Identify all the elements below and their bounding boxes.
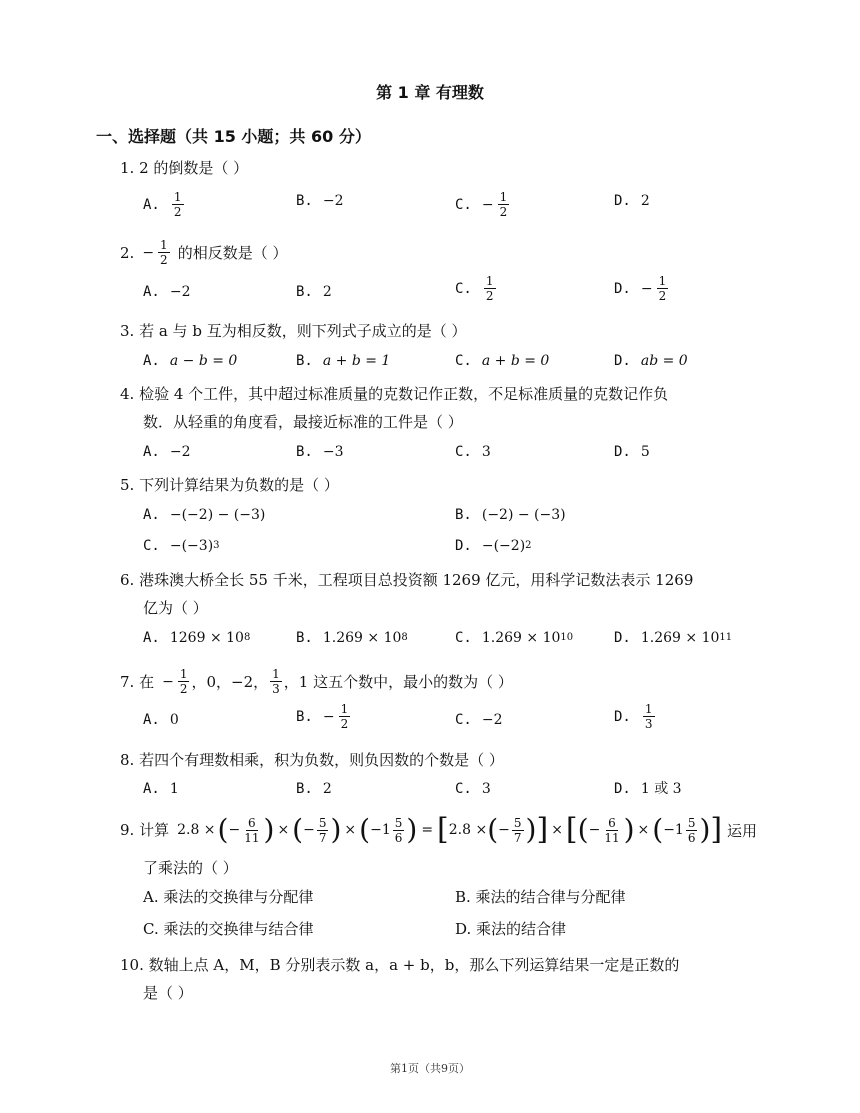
option-label: A. <box>143 284 160 300</box>
fraction: $\frac{5}{6}$ <box>687 815 696 845</box>
option-label: B. <box>455 507 472 523</box>
option-value: 2 <box>322 781 332 797</box>
question-text: ，0，−2， <box>191 672 269 691</box>
question-9-line2: 了乘法的（ ） <box>143 859 238 877</box>
option-value: 1.269 × 10 <box>640 630 720 646</box>
option-value: 1 或 3 <box>640 781 682 797</box>
option-value: a + b = 0 <box>481 353 550 369</box>
q9-option-b[interactable]: B. 乘法的结合律与分配律 <box>455 888 626 906</box>
option-value: a + b = 1 <box>322 353 391 369</box>
q5-option-c[interactable] <box>143 535 220 557</box>
option-value: (−2) − (−3) <box>481 507 566 523</box>
q6-option-c[interactable] <box>455 627 573 649</box>
q7-option-a[interactable] <box>143 709 179 731</box>
question-4-line1: 4. 检验 4 个工件，其中超过标准质量的克数记作正数，不足标准质量的克数记作负 <box>120 385 669 403</box>
q8-option-b[interactable] <box>296 778 332 800</box>
q4-option-d[interactable] <box>614 441 650 463</box>
option-label: A. <box>143 712 160 728</box>
option-value: −2 <box>169 284 191 300</box>
option-value: −(−3) <box>169 538 214 554</box>
question-6-line2: 亿为（ ） <box>143 599 208 617</box>
fraction: $\frac{1}{2}$ <box>658 274 667 303</box>
q3-option-d[interactable] <box>614 350 688 372</box>
option-value: 0 <box>169 712 179 728</box>
option-label: D. <box>614 708 631 725</box>
option-value: −(−2) <box>481 538 526 554</box>
q7-option-d[interactable] <box>614 702 657 731</box>
option-label: B. <box>296 193 313 209</box>
option-label: D. <box>455 538 472 554</box>
option-value: −2 <box>481 712 503 728</box>
option-value: 3 <box>481 781 491 797</box>
q3-option-c[interactable] <box>455 350 549 372</box>
minus-sign: − <box>481 196 494 213</box>
q6-option-a[interactable] <box>143 627 250 649</box>
q8-option-d[interactable] <box>614 778 682 800</box>
option-label: C. <box>455 781 472 797</box>
q8-option-c[interactable] <box>455 778 491 800</box>
q4-option-b[interactable] <box>296 441 344 463</box>
q6-option-b[interactable] <box>296 627 408 649</box>
fraction: $\frac{1}{2}$ <box>160 238 168 267</box>
q1-option-a[interactable] <box>143 190 186 219</box>
option-label: B. <box>296 708 313 725</box>
option-value: 2 <box>322 284 332 300</box>
q1-option-d[interactable] <box>614 190 650 212</box>
option-value: −(−2) − (−3) <box>169 507 266 523</box>
exponent: 3 <box>213 540 220 551</box>
question-text: 7. 在 <box>120 672 155 691</box>
option-value: 1269 × 10 <box>169 630 244 646</box>
option-label: B. <box>296 353 313 369</box>
q3-option-a[interactable] <box>143 350 237 372</box>
minus-sign: − <box>142 244 155 261</box>
option-label: D. <box>614 630 631 646</box>
question-2-stem <box>120 238 287 267</box>
option-label: C. <box>455 280 472 297</box>
q2-option-a[interactable] <box>143 281 191 303</box>
option-label: C. <box>455 353 472 369</box>
q2-option-d[interactable] <box>614 274 670 303</box>
option-label: B. <box>296 444 313 460</box>
fraction: $\frac{1}{2}$ <box>499 190 508 219</box>
q9-option-c[interactable]: C. 乘法的交换律与结合律 <box>143 920 314 938</box>
page-title: 第 1 章 有理数 <box>376 83 484 102</box>
question-6-line1: 6. 港珠澳大桥全长 55 千米，工程项目总投资额 1269 亿元，用科学记数法表示 1269 <box>120 571 694 589</box>
minus-sign: − <box>162 673 174 690</box>
option-label: B. <box>296 630 313 646</box>
option-label: B. <box>296 284 313 300</box>
fraction: $\frac{5}{6}$ <box>394 815 403 845</box>
q5-option-d[interactable] <box>455 535 532 557</box>
fraction: $\frac{1}{3}$ <box>644 702 653 731</box>
question-5-stem: 5. 下列计算结果为负数的是（ ） <box>120 476 339 494</box>
option-label: A. <box>143 353 160 369</box>
q4-option-a[interactable] <box>143 441 191 463</box>
option-label: C. <box>455 712 472 728</box>
question-number: 2. <box>120 243 135 262</box>
option-label: C. <box>455 630 472 646</box>
q5-option-b[interactable] <box>455 504 566 526</box>
option-label: D. <box>614 193 631 209</box>
option-label: C. <box>143 538 160 554</box>
option-value: −2 <box>322 193 344 209</box>
option-value: a − b = 0 <box>169 353 238 369</box>
q9-option-a[interactable]: A. 乘法的交换律与分配律 <box>143 888 314 906</box>
option-label: C. <box>455 196 472 213</box>
exponent: 11 <box>719 632 733 643</box>
option-label: D. <box>614 280 631 297</box>
question-text: ，1 这五个数中，最小的数为（ ） <box>283 672 513 691</box>
page-footer: 第1页（共9页） <box>390 1062 470 1075</box>
q1-option-b[interactable] <box>296 190 344 212</box>
exponent: 8 <box>401 632 408 643</box>
question-9-expression: 9. 计算 2.8 × ( − $\frac{6}{11}$ ) × ( − $\frac{5}{7}$ ) × ( −1 $\frac{5}{6}$ ) = [ 2.8 × ( − $\frac{5}{7}$ ) ] × [ ( − $\frac{6}{11}$ ) × ( −1 $\frac{5}{6}$ ) ] <box>120 812 723 847</box>
question-4-line2: 数．从轻重的角度看，最接近标准的工件是（ ） <box>143 413 463 431</box>
option-label: A. <box>143 507 160 523</box>
question-1-stem: 1. 2 的倒数是（ ） <box>120 159 249 177</box>
fraction: $\frac{1}{2}$ <box>485 274 494 303</box>
option-label: D. <box>614 444 631 460</box>
fraction: $\frac{6}{11}$ <box>244 815 260 845</box>
option-value: 1.269 × 10 <box>322 630 402 646</box>
exponent: 10 <box>560 632 574 643</box>
q5-option-a[interactable] <box>143 504 265 526</box>
q2-option-b[interactable] <box>296 281 332 303</box>
option-label: C. <box>455 444 472 460</box>
option-value: −2 <box>169 444 191 460</box>
q2-option-c[interactable] <box>455 274 498 303</box>
option-label: B. <box>296 781 313 797</box>
option-value: 2 <box>640 193 650 209</box>
q1-option-c[interactable] <box>455 190 511 219</box>
q7-option-c[interactable] <box>455 709 503 731</box>
option-value: 1 <box>169 781 179 797</box>
fraction: $\frac{1}{3}$ <box>272 667 280 696</box>
q3-option-b[interactable] <box>296 350 390 372</box>
minus-sign: − <box>640 280 653 297</box>
fraction: $\frac{1}{2}$ <box>173 190 182 219</box>
question-8-stem: 8. 若四个有理数相乘，积为负数，则负因数的个数是（ ） <box>120 751 504 769</box>
option-label: A. <box>143 196 160 213</box>
option-label: A. <box>143 444 160 460</box>
q9-option-d[interactable]: D. 乘法的结合律 <box>455 920 567 938</box>
question-3-stem: 3. 若 a 与 b 互为相反数，则下列式子成立的是（ ） <box>120 322 467 340</box>
fraction: $\frac{5}{7}$ <box>513 815 522 845</box>
q7-option-b[interactable] <box>296 702 352 731</box>
fraction: $\frac{5}{7}$ <box>318 815 327 845</box>
q4-option-c[interactable] <box>455 441 491 463</box>
fraction: $\frac{1}{2}$ <box>340 702 349 731</box>
coefficient: 2.8 × <box>448 822 488 838</box>
option-value: −3 <box>322 444 344 460</box>
fraction: $\frac{6}{11}$ <box>604 815 620 845</box>
section-title: 一、选择题（共 15 小题；共 60 分） <box>96 127 371 146</box>
coefficient: 2.8 × <box>177 822 216 838</box>
q6-option-d[interactable] <box>614 627 732 649</box>
exponent: 8 <box>243 632 251 643</box>
fraction: $\frac{1}{2}$ <box>179 667 188 696</box>
question-9-tail: 运用 <box>727 822 758 840</box>
minus-sign: − <box>322 708 335 725</box>
exponent: 2 <box>525 540 532 551</box>
question-10-line2: 是（ ） <box>143 984 193 1002</box>
option-label: A. <box>143 781 160 797</box>
option-value: 5 <box>640 444 650 460</box>
option-value: 3 <box>481 444 491 460</box>
option-value: 1.269 × 10 <box>481 630 561 646</box>
option-label: D. <box>614 781 631 797</box>
option-value: ab = 0 <box>640 353 688 369</box>
option-label: A. <box>143 630 160 646</box>
question-10-line1: 10. 数轴上点 A，M，B 分别表示数 a，a + b，b，那么下列运算结果一定是正数的 <box>120 956 680 974</box>
q8-option-a[interactable] <box>143 778 179 800</box>
question-text: 的相反数是（ ） <box>177 243 288 262</box>
option-label: D. <box>614 353 631 369</box>
question-7-stem <box>120 667 513 696</box>
question-text: 9. 计算 <box>120 821 170 839</box>
